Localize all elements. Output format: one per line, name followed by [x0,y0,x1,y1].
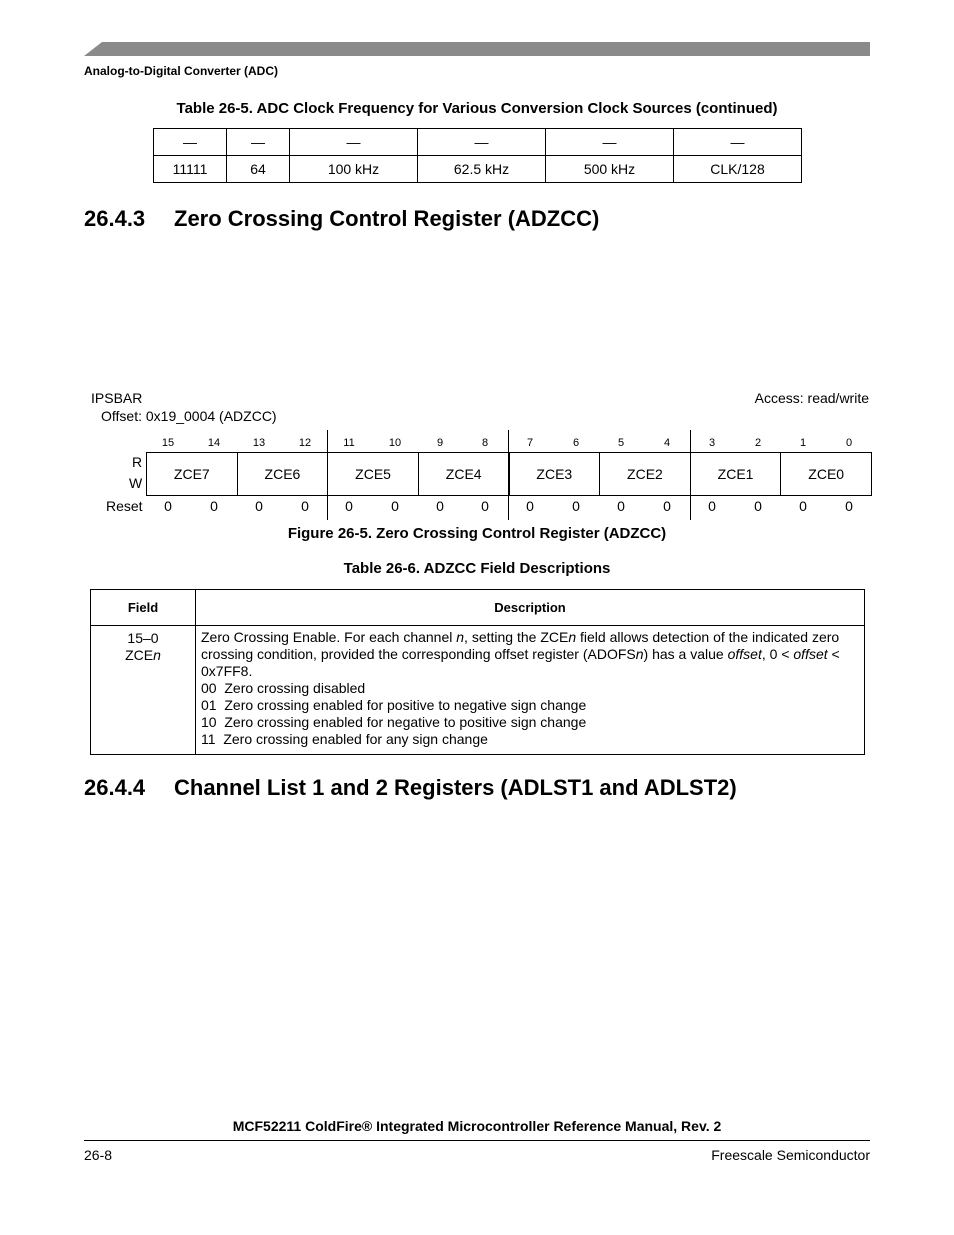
reset-value: 0 [845,498,853,514]
description-italic: n [635,646,644,662]
write-label: W [129,475,143,491]
table-cell: CLK/128 [674,156,802,183]
bit-number: 5 [617,437,625,449]
reset-value: 0 [799,498,807,514]
ipsbar-label: IPSBAR [91,390,143,406]
bit-number: 12 [298,437,312,449]
chapter-title: Analog-to-Digital Converter (ADC) [84,64,278,78]
register-field-zce6: ZCE6 [237,453,328,495]
table-cell: — [674,129,802,156]
reset-value: 0 [754,498,762,514]
field-name-italic: n [153,647,161,663]
bit-number: 13 [252,437,266,449]
table-header-row [91,590,865,626]
option-line: 00 Zero crossing disabled [201,680,366,696]
bit-number: 1 [799,437,807,449]
option-line: 11 Zero crossing enabled for any sign change [201,731,488,747]
column-header-description: Description [196,590,865,626]
table1-caption: Table 26-5. ADC Clock Frequency for Various Conversion Clock Sources (continued) [176,100,778,117]
description-text: < 0x7FF8. [201,646,840,679]
register-field-zce5: ZCE5 [327,453,418,495]
bit-number: 11 [343,437,355,449]
read-label: R [132,454,143,470]
table-cell: — [290,129,418,156]
register-offset: Offset: 0x19_0004 (ADZCC) [101,408,277,424]
description-italic: n [568,629,577,645]
table-row [91,626,865,755]
reset-value: 0 [164,498,172,514]
description-italic: offset [793,646,828,662]
section-number: 26.4.3 [84,206,146,231]
table-row [154,129,802,156]
table-cell: — [418,129,546,156]
bit-number: 14 [207,437,221,449]
description-italic: offset [727,646,762,662]
description-cell [196,626,865,755]
reset-value: 0 [345,498,353,514]
field-cell [91,626,196,755]
reset-value: 0 [526,498,534,514]
field-name [92,647,194,664]
section-heading-26-4-4 [84,775,737,801]
table-cell: — [546,129,674,156]
field-bits: 15–0 [127,630,159,646]
table-cell: 62.5 kHz [418,156,546,183]
bit-number: 7 [526,437,534,449]
description-italic: n [456,629,465,645]
table2-caption: Table 26-6. ADZCC Field Descriptions [343,560,611,577]
page-number: 26-8 [84,1147,113,1163]
footer-manual-title: MCF52211 ColdFire® Integrated Microcontroller Reference Manual, Rev. 2 [232,1118,722,1134]
bit-number: 0 [845,437,853,449]
register-field-zce1: ZCE1 [690,453,781,495]
clock-frequency-table [153,128,802,183]
company-name: Freescale Semiconductor [711,1147,870,1163]
bit-number: 4 [663,437,671,449]
bit-number: 9 [436,437,444,449]
register-field-row [146,452,872,496]
register-access: Access: read/write [754,390,869,406]
bit-number: 10 [388,437,402,449]
register-field-zce4: ZCE4 [418,453,509,495]
table-row [154,156,802,183]
register-field-zce0: ZCE0 [780,453,871,495]
reset-value: 0 [210,498,218,514]
option-line: 01 Zero crossing enabled for positive to negative sign change [201,697,587,713]
reset-value: 0 [481,498,489,514]
section-number: 26.4.4 [84,775,146,800]
register-field-zce2: ZCE2 [599,453,690,495]
table-cell: — [154,129,227,156]
reset-value: 0 [255,498,263,514]
section-heading-26-4-3 [84,206,600,232]
table-cell: 500 kHz [546,156,674,183]
footer-divider [84,1140,870,1141]
bit-number: 15 [161,437,175,449]
bit-number: 8 [481,437,489,449]
reset-value: 0 [572,498,580,514]
reset-value: 0 [617,498,625,514]
table-cell: 100 kHz [290,156,418,183]
figure-caption: Figure 26-5. Zero Crossing Control Register (ADZCC) [287,525,667,542]
reset-value: 0 [663,498,671,514]
description-text: , 0 < [761,646,794,662]
description-text: Zero Crossing Enable. For each channel [201,629,457,645]
table-cell: 11111 [154,156,227,183]
description-text: , setting the ZCE [464,629,569,645]
field-name-prefix: ZCE [125,647,154,663]
section-title: Channel List 1 and 2 Registers (ADLST1 and ADLST2) [174,775,737,800]
table-cell: — [227,129,290,156]
bit-number: 6 [572,437,580,449]
section-title: Zero Crossing Control Register (ADZCC) [174,206,600,231]
reset-value: 0 [301,498,309,514]
bit-number: 3 [708,437,716,449]
register-field-zce3: ZCE3 [509,453,600,495]
reset-label: Reset [106,498,143,514]
description-text: ) has a value [643,646,728,662]
table-cell: 64 [227,156,290,183]
field-descriptions-table [90,589,865,755]
reset-value: 0 [436,498,444,514]
bit-number: 2 [754,437,762,449]
reset-value: 0 [708,498,716,514]
reset-value: 0 [391,498,399,514]
description-text: field allows detection of the indicated zero crossing condition, provided the corresponding offset register (ADOFS [201,629,840,662]
header-bar [84,42,870,56]
register-field-zce7: ZCE7 [173,466,210,482]
description-paragraph [201,629,858,680]
option-line: 10 Zero crossing enabled for negative to positive sign change [201,714,587,730]
column-header-field: Field [91,590,196,626]
